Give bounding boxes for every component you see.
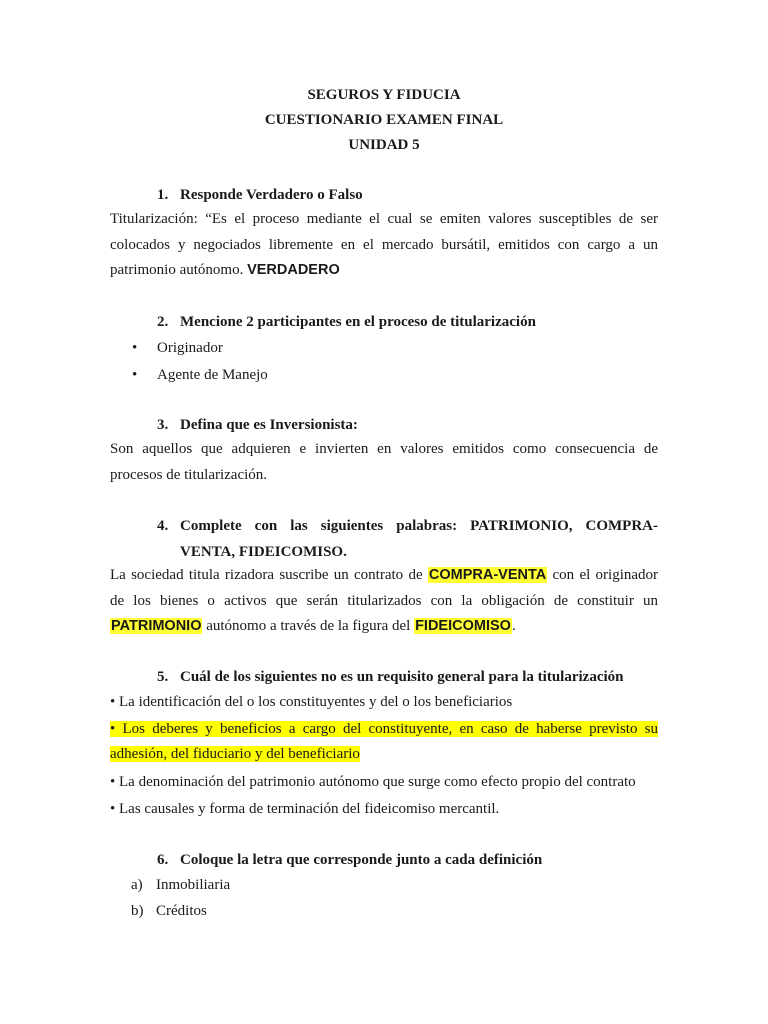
question-3-heading — [157, 415, 358, 435]
list-item — [131, 875, 230, 895]
answer-text: La sociedad titula rizadora suscribe un contrato de — [110, 567, 423, 583]
question-4-heading — [157, 514, 658, 565]
question-number: 2. — [157, 314, 169, 330]
option-text: La denominación del patrimonio autónomo que surge como efecto propio del contrato — [119, 774, 636, 790]
bullet-icon: • — [110, 801, 116, 817]
bullet-icon: • — [132, 367, 138, 383]
question-number: 1. — [157, 187, 169, 203]
question-number: 3. — [157, 417, 169, 433]
question-title-line2: VENTA, FIDEICOMISO. — [180, 543, 347, 560]
question-number: 4. — [157, 518, 169, 534]
option-2-continued — [110, 744, 658, 764]
option-text: La identificación del o los constituyentes y del o los beneficiarios — [119, 694, 513, 710]
question-number: 6. — [157, 852, 169, 868]
question-title: Mencione 2 participantes en el proceso de titularización — [180, 314, 536, 330]
option-text: Las causales y forma de terminación del fideicomiso mercantil. — [119, 801, 500, 817]
document-title: SEGUROS Y FIDUCIA — [307, 87, 461, 103]
question-1-answer — [110, 207, 658, 284]
list-item — [132, 365, 268, 385]
question-title: Cuál de los siguientes no es un requisito general para la titularización — [180, 669, 624, 685]
question-title: Responde Verdadero o Falso — [180, 187, 363, 203]
answer-text: . — [511, 618, 516, 634]
list-item-label: a) — [131, 877, 143, 893]
highlighted-option-line1 — [110, 721, 658, 737]
list-item-text: Agente de Manejo — [157, 367, 268, 383]
option-2-highlighted — [110, 719, 658, 739]
option-3 — [110, 772, 658, 792]
question-5-heading — [157, 667, 624, 687]
question-number: 5. — [157, 669, 169, 685]
fill-fideicomiso: FIDEICOMISO — [415, 618, 511, 634]
document-subtitle: CUESTIONARIO EXAMEN FINAL — [264, 112, 504, 128]
option-4 — [110, 799, 658, 819]
option-text: Los deberes y beneficios a cargo del constituyente, en caso de haberse previsto su — [122, 721, 659, 737]
fill-patrimonio: PATRIMONIO — [111, 618, 202, 634]
question-4-answer — [110, 563, 658, 640]
bullet-icon: • — [110, 694, 116, 710]
answer-verdict: VERDADERO — [247, 262, 340, 278]
answer-text: Titularización: “Es el proceso mediante el cual se emiten valores susceptibles de ser colocados y negociados libremente en el mercado bursátil, emitidos con cargo a un patrimonio autónomo. — [110, 211, 658, 278]
document-unit: UNIDAD 5 — [348, 137, 420, 153]
option-1 — [110, 692, 658, 712]
list-item-text: Créditos — [156, 903, 207, 919]
question-2-heading — [157, 312, 536, 332]
question-title: Coloque la letra que corresponde junto a cada definición — [180, 852, 543, 868]
question-3-answer: Son aquellos que adquieren e invierten en valores emitidos como consecuencia de procesos de titularización. — [110, 441, 658, 483]
highlighted-option-line2: adhesión, del fiduciario y del beneficiario — [110, 746, 360, 762]
list-item-label: b) — [131, 903, 144, 919]
list-item-text: Originador — [157, 340, 223, 356]
answer-text: autónomo a través de la figura del — [206, 618, 411, 634]
question-1-heading — [157, 185, 363, 205]
fill-compra-venta: COMPRA-VENTA — [428, 567, 547, 583]
bullet-icon: • — [132, 340, 138, 356]
list-item-text: Inmobiliaria — [156, 877, 231, 893]
question-title-line1 — [157, 514, 658, 540]
list-item — [132, 338, 223, 358]
list-item — [131, 901, 207, 921]
question-title: Defina que es Inversionista: — [180, 417, 358, 433]
bullet-icon: • — [110, 774, 116, 790]
question-title: Complete con las siguientes palabras: PATRIMONIO, COMPRA- — [180, 518, 658, 534]
question-6-heading — [157, 850, 542, 870]
answer-text: con el originador de los bienes o activos que serán titularizados con la obligación de constituir un — [110, 567, 659, 609]
bullet-icon: • — [110, 721, 116, 737]
